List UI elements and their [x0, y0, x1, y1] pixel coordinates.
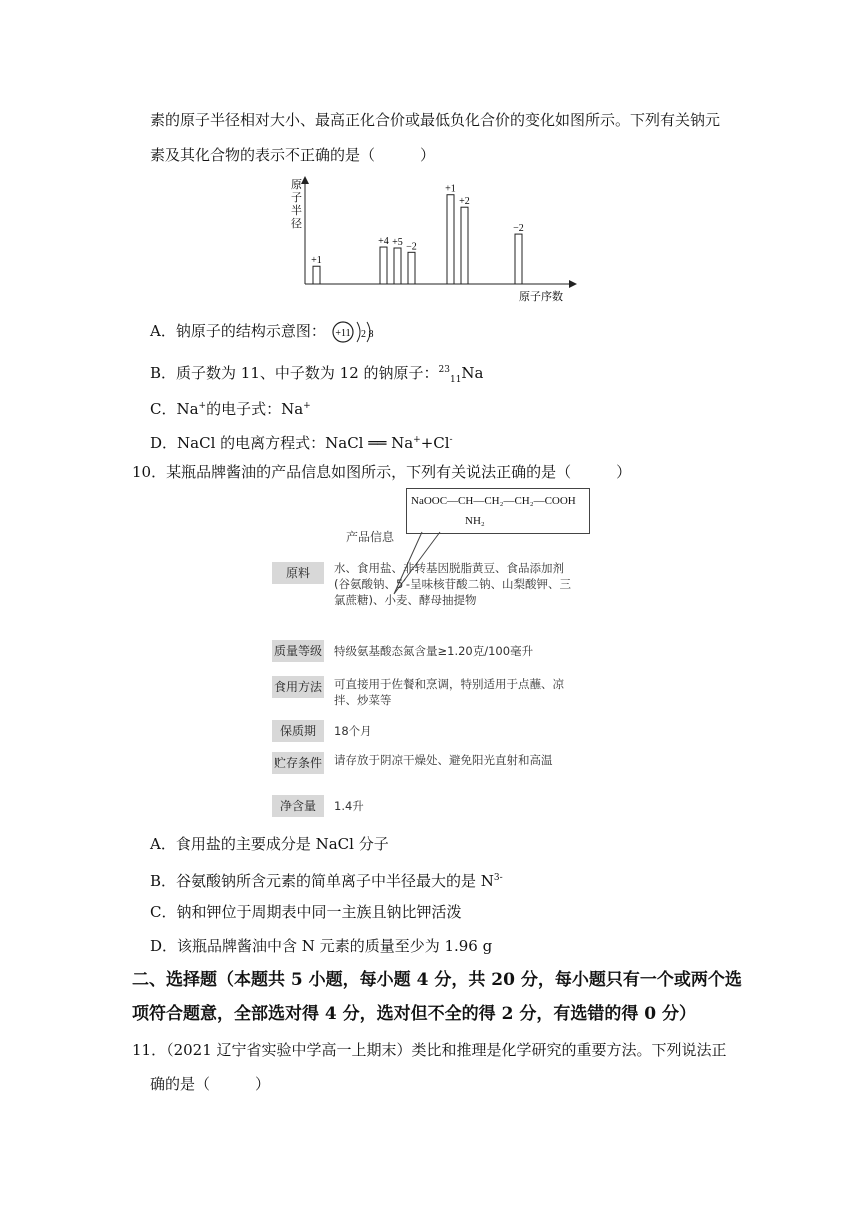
- q11-stem-line2: 确的是（ ）: [150, 1075, 271, 1093]
- q9-option-d: D．NaCl 的电离方程式：NaCl ══ Na++Cl-: [150, 434, 453, 452]
- q10-option-b: B．谷氨酸钠所含元素的简单离子中半径最大的是 $N^{3-}$: [150, 872, 503, 890]
- formula-main-chain: NaOOC—CH—CH₂—CH₂—COOH: [411, 495, 576, 507]
- row-label-net-content: 净含量: [272, 795, 324, 817]
- q10-stem: 10．某瓶品牌酱油的产品信息如图所示，下列有关说法正确的是（ ）: [132, 463, 632, 481]
- bar-1: [380, 247, 387, 284]
- bar-label-3: −2: [406, 241, 417, 253]
- bar-4: [447, 195, 454, 284]
- q9-option-c: C．Na+的电子式：Na+: [150, 400, 311, 418]
- bar-5: [461, 207, 468, 284]
- bar-0: [313, 266, 320, 284]
- electron-counts: 2 8: [360, 329, 374, 340]
- y-label-char4: 径: [291, 217, 302, 230]
- row-text-shelf-life: 18个月: [334, 724, 372, 738]
- x-axis-label: 原子序数: [519, 290, 563, 303]
- row-text-grade: 特级氨基酸态氮含量≥1.20克/100毫升: [334, 644, 534, 658]
- bar-label-0: +1: [311, 255, 322, 267]
- info-title: 产品信息: [346, 530, 395, 544]
- row-label-grade: 质量等级: [272, 640, 324, 662]
- q10-option-a: A．食用盐的主要成分是 NaCl 分子: [150, 835, 389, 853]
- q11-stem-line1: 11．（2021 辽宁省实验中学高一上期末）类比和推理是化学研究的重要方法。下列说法正: [132, 1041, 727, 1059]
- atomic-radius-chart: [287, 176, 587, 306]
- row-text-storage: 请存放于阴凉干燥处、避免阳光直射和高温: [334, 753, 553, 767]
- bar-label-4: +1: [445, 183, 456, 195]
- product-info-figure: [272, 484, 592, 824]
- q10-option-d: D．该瓶品牌酱油中含 N 元素的质量至少为 1.96 g: [150, 937, 493, 955]
- row-label-usage: 食用方法: [272, 676, 324, 698]
- row-text-ingredients: 水、食用盐、非转基因脱脂黄豆、食品添加剂(谷氨酸钠、5′-呈味核苷酸二钠、山梨酸钾、三氯蔗糖)、小麦、酵母抽提物: [334, 561, 572, 607]
- q10-option-c: C．钠和钾位于周期表中同一主族且钠比钾活泼: [150, 903, 462, 921]
- y-axis-arrow: [301, 176, 309, 184]
- section2-heading-line1: 二、选择题（本题共 5 小题，每小题 4 分，共 20 分，每小题只有一个或两个选: [132, 970, 742, 990]
- bar-label-2: +5: [392, 237, 403, 248]
- section2-heading-line2: 项符合题意，全部选对得 4 分，选对但不全的得 2 分，有选错的得 0 分）: [132, 1004, 696, 1024]
- row-text-usage: 可直接用于佐餐和烹调，特别适用于点蘸、凉拌、炒菜等: [334, 677, 564, 707]
- x-axis-arrow: [569, 280, 577, 288]
- bar-3: [408, 252, 415, 284]
- q9-stem-line1: 素的原子半径相对大小、最高正化合价或最低负化合价的变化如图所示。下列有关钠元: [150, 111, 721, 129]
- electron-shell-1: [357, 322, 360, 342]
- row-label-shelf-life: 保质期: [272, 720, 324, 742]
- bar-label-5: +2: [459, 196, 470, 208]
- sodium-atom-structure-diagram: [331, 320, 383, 344]
- nucleus-charge: +11: [334, 328, 351, 339]
- q9-stem-line2: 素及其化合物的表示不正确的是（ ）: [150, 146, 436, 164]
- bar-2: [394, 248, 401, 284]
- bar-label-6: −2: [513, 223, 524, 235]
- bar-label-1: +4: [378, 236, 389, 248]
- row-label-ingredients: 原料: [272, 562, 324, 584]
- row-text-net-content: 1.4升: [334, 799, 364, 813]
- q9-option-a: A．钠原子的结构示意图： +11 2 8: [150, 320, 383, 344]
- y-label-char2: 子: [291, 191, 302, 204]
- q9-option-b: B．质子数为 11、中子数为 12 的钠原子：$^{23}_{11}$Na: [150, 364, 484, 385]
- formula-amino-group: NH₂: [465, 515, 485, 527]
- y-label-char3: 半: [291, 204, 302, 217]
- y-label-char1: 原: [291, 178, 302, 191]
- row-label-storage: 贮存条件: [272, 752, 324, 774]
- bar-6: [515, 234, 522, 284]
